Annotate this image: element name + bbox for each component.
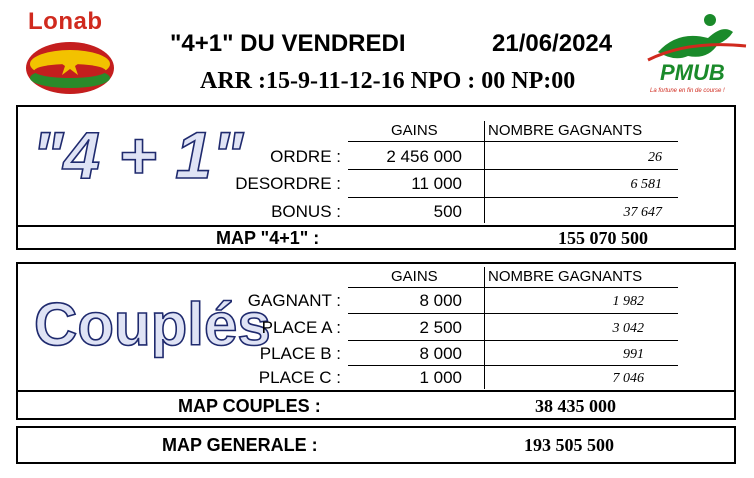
gain-place-a: 2 500 (419, 318, 462, 337)
row-label-bonus: BONUS : (271, 202, 341, 221)
map-couples-label: MAP COUPLES : (178, 396, 321, 416)
panel-couples (16, 262, 736, 420)
count-bonus: 37 647 (623, 205, 662, 220)
gain-place-c: 1 000 (419, 368, 462, 387)
count-ordre: 26 (648, 150, 662, 165)
header-underline (348, 141, 678, 142)
column-separator (484, 267, 485, 389)
row-underline (348, 169, 678, 170)
divider (18, 225, 734, 227)
col-header-gagnants: NOMBRE GAGNANTS (488, 122, 643, 139)
lonab-emblem-icon (20, 8, 120, 100)
header-underline (348, 287, 678, 288)
count-place-c: 7 046 (612, 371, 644, 386)
map-couples-value: 38 435 000 (535, 396, 616, 416)
row-label-place-b: PLACE B : (259, 344, 341, 363)
count-desordre: 6 581 (630, 177, 662, 192)
pmub-logo (638, 10, 750, 102)
map-4plus1-label: MAP "4+1" : (216, 228, 320, 248)
row-label-gagnant: GAGNANT : (247, 291, 341, 310)
col-header-gains: GAINS (391, 122, 438, 139)
count-place-b: 991 (623, 347, 644, 362)
big-word-4plus1: "4 + 1" (32, 118, 244, 192)
gain-desordre: 11 000 (411, 174, 462, 193)
lonab-logo-text: Lonab (28, 8, 103, 35)
draw-date: 21/06/2024 (492, 30, 613, 57)
col-header-gains: GAINS (391, 268, 438, 285)
pmub-logo-text: PMUB (660, 60, 725, 85)
panel-map-generale (16, 426, 736, 464)
row-underline (348, 313, 678, 314)
row-label-ordre: ORDRE : (270, 147, 341, 166)
col-header-gagnants: NOMBRE GAGNANTS (488, 268, 643, 285)
pmub-slogan: La fortune en fin de course ! (650, 88, 725, 94)
big-word-couples: Couplés (34, 291, 271, 358)
gain-bonus: 500 (433, 202, 462, 221)
map-4plus1-value: 155 070 500 (558, 228, 648, 248)
divider (18, 390, 734, 392)
gain-ordre: 2 456 000 (386, 147, 462, 166)
column-separator (484, 121, 485, 223)
arrival-line: ARR :15-9-11-12-16 NPO : 00 NP:00 (200, 68, 576, 94)
count-gagnant: 1 982 (612, 294, 644, 309)
count-place-a: 3 042 (612, 321, 644, 336)
row-underline (348, 197, 678, 198)
row-underline (348, 365, 678, 366)
gain-place-b: 8 000 (419, 344, 462, 363)
gain-gagnant: 8 000 (419, 291, 462, 310)
row-label-desordre: DESORDRE : (235, 174, 341, 193)
lonab-logo (20, 8, 120, 100)
row-underline (348, 340, 678, 341)
map-generale-value: 193 505 500 (524, 435, 614, 455)
map-generale-label: MAP GENERALE : (162, 435, 318, 455)
page-title: "4+1" DU VENDREDI (170, 30, 406, 57)
row-label-place-a: PLACE A : (261, 318, 341, 337)
row-label-place-c: PLACE C : (258, 368, 341, 387)
panel-4plus1 (16, 105, 736, 250)
